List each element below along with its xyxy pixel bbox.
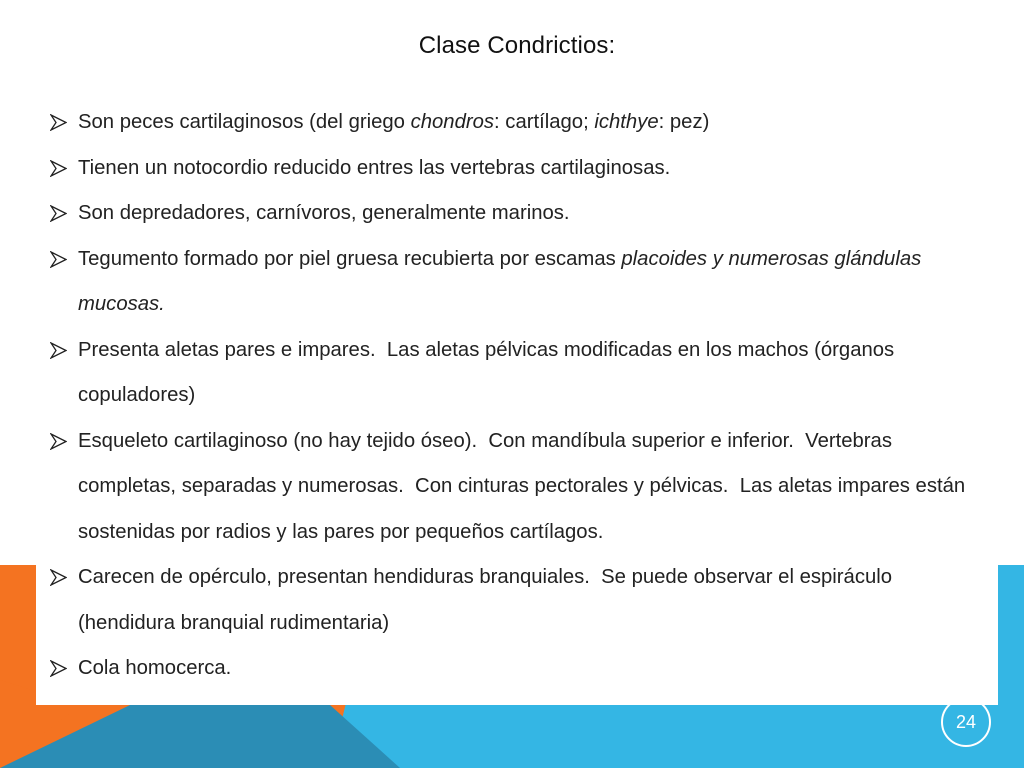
bullet-item xyxy=(50,555,994,646)
bullet-text: Carecen de opérculo, presentan hendiduras branquiales. Se puede observar el espiráculo (hendidura branquial rudimentaria) xyxy=(78,566,898,634)
bullet-text-italic: chondros xyxy=(410,111,495,133)
bullet-text-italic: placoides y numerosas glándulas mucosas. xyxy=(78,247,927,315)
bullet-text: : pez) xyxy=(658,111,710,133)
arrowhead-bullet-icon xyxy=(50,660,67,677)
bullet-text: Esqueleto cartilaginoso (no hay tejido óseo). Con mandíbula superior e inferior. Vertebras completas, separadas y numerosas. Con cinturas pectorales y pélvicas. Las aletas impares están sostenidas por radios y las pares por pequeños cartílagos. xyxy=(78,429,971,543)
slide-title: Clase Condrictios: xyxy=(418,32,616,59)
bullet-item xyxy=(50,191,994,237)
page-number: 24 xyxy=(941,697,991,747)
bullet-text-italic: ichthye xyxy=(594,111,659,133)
bullet-list xyxy=(50,100,994,692)
arrowhead-bullet-icon xyxy=(50,433,67,450)
arrowhead-bullet-icon xyxy=(50,160,67,177)
bullet-text: Presenta aletas pares e impares. Las aletas pélvicas modificadas en los machos (órganos copuladores) xyxy=(78,338,900,406)
bullet-item xyxy=(50,646,994,692)
bullet-text: : cartílago; xyxy=(494,111,595,133)
arrowhead-bullet-icon xyxy=(50,569,67,586)
bullet-item xyxy=(50,100,994,146)
slide-content xyxy=(36,22,998,705)
arrowhead-bullet-icon xyxy=(50,251,67,268)
bullet-text: Son depredadores, carnívoros, generalmente marinos. xyxy=(78,202,570,224)
bullet-text: Tegumento formado por piel gruesa recubierta por escamas xyxy=(78,247,622,270)
bullet-text: Cola homocerca. xyxy=(78,657,232,679)
arrowhead-bullet-icon xyxy=(50,342,67,359)
bullet-item xyxy=(50,419,994,556)
bullet-item xyxy=(50,146,994,192)
bullet-item xyxy=(50,237,994,328)
bullet-item xyxy=(50,328,994,419)
bullet-text: Son peces cartilaginosos (del griego xyxy=(78,111,411,133)
arrowhead-bullet-icon xyxy=(50,114,67,131)
bullet-text: Tienen un notocordio reducido entres las vertebras cartilaginosas. xyxy=(78,156,671,179)
arrowhead-bullet-icon xyxy=(50,205,67,222)
